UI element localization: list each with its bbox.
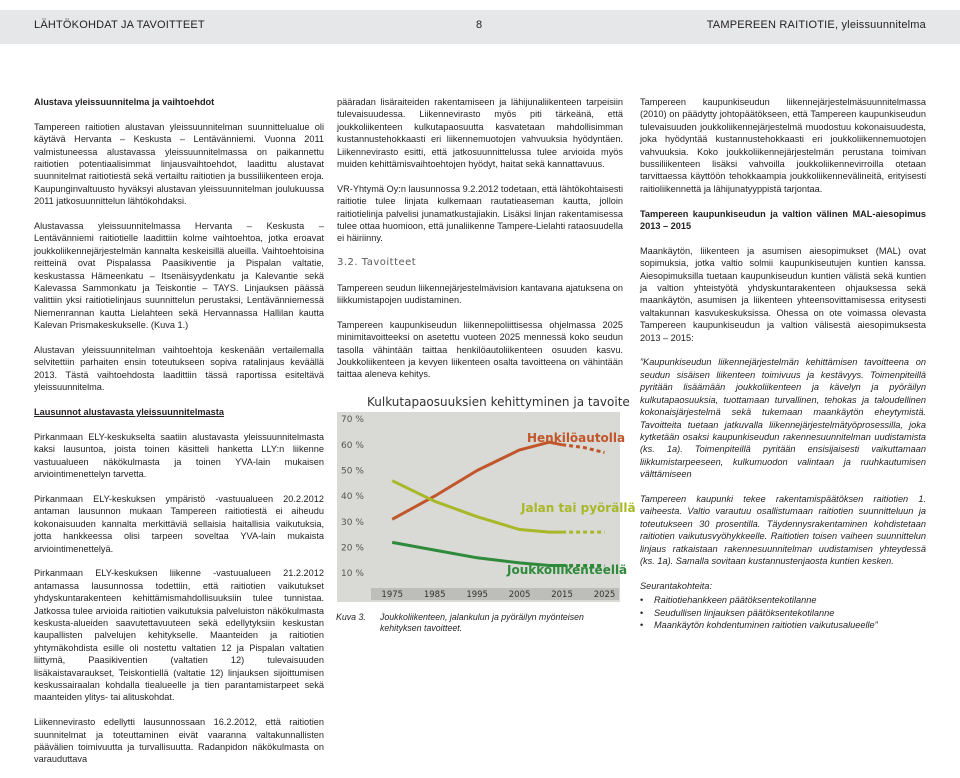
x-tick-label: 2025 — [593, 590, 616, 600]
y-tick-label: 20 % — [341, 543, 364, 554]
list-title: Seurantakohteita: — [640, 580, 713, 591]
section-heading: 3.2. Tavoitteet — [337, 257, 417, 269]
series-label-car: Henkilöautolla — [527, 431, 626, 445]
header-document-title: TAMPEREEN RAITIOTIE, yleissuunnitelma — [706, 19, 926, 31]
list-item: • Seudullisen linjauksen päätöksentekotilanne — [640, 607, 926, 619]
paragraph: Alustavan yleissuunnitelman vaihtoehtoja keskenään vertailemalla selvitettiin parhaiten ensin toteutukseen sopiva ratalinjaus keväällä 2013. Tästä vaihtoehdosta laadittiin tässä raportissa esiteltävä yleissuunnitelma. — [34, 345, 324, 393]
paragraph: Liikennevirasto edellytti lausunnossaan 16.2.2012, että raitiotien suunnitelmat ja toteuttaminen eivät vaaranna valtakunnallisten päävälien toimivuutta ja turvallisuutta. Radanpidon näkökulmasta on varauduttava — [34, 717, 324, 765]
y-tick-label: 10 % — [341, 569, 364, 580]
paragraph: pääradan lisäraiteiden rakentamiseen ja lähijunaliikenteen tarpeisiin tulevaisuudessa. Liikennevirasto myös piti tärkeänä, että joukkoliikenteen kulkutapaosuutta kasvatetaan mahdollisimman kustannustehokkaasti eri liikennemuotojen vahvuuksia hyödyntäen. Liikennevirasto esitti, että jatkosuunnittelussa tulee arvioida myös muiden kehittämisvaihtoehtojen hyödyt, haitat sekä kannattavuus. — [337, 97, 623, 170]
paragraph: Pirkanmaan ELY-keskuksen liikenne -vastuualueen 21.2.2012 antamassa lausunnossa todettiin, että raitiotien vaikutukset yhdyskuntarakenteen kehittämismahdollisuuksiin tulee tunnistaa. Jatkossa tulee arvioida raitiotien vaikutuksia palveluiston näkökulmasta keskusta-alueiden saavutettavuuteen sekä edellytyksiin keskustan kaupallisten palvelujen kehitykselle. Maanteiden ja raitiotien yhtymäkohdista esille oli nostettu valtatien 12 ja Pispalan valtatien liittymä, Paasikiventien (valtatien 12) tulevaisuuden lisäkaistavaraukset, Teiskontiellä (valtatie 12) linjauksen sijoittumisen keskussairaalan kohdalla tiealueelle ja tien parantamistarpeet sekä maanteiden ylitys- tai alituskohdat. — [34, 568, 324, 703]
paragraph: VR-Yhtymä Oy:n lausunnossa 9.2.2012 todetaan, että lähtökohtaisesti raitiotie tulee linjata kulkemaan rautatieaseman kautta, jolloin raitiotielinja palvelisi junamatkustajiakin. Lisäksi linjan rakentamisessa tulee ottaa huomioon, että junaliikenne Tampere-Lielahti rataosuudella ei häiriinny. — [337, 183, 624, 244]
paragraph: Tampereen raitiotien alustavan yleissuunnitelman suunnittelualue oli käytävä Hervanta – Keskusta – Lentävänniemi. Vuonna 2011 valmistuneessa alustavassa yleissuunnitelmassa on paikannettu raitiotien potentiaalisimmat linjausvaihtoehdot, laadittu alustavat suunnitelmat raitiotiestä sekä vertailtu raitiotien ja bussiliikenteen eroja. Kaupunginvaltuusto hyväksyi alustavan yleissuunnitelman joulukuussa 2011 jatkosuunnittelun lähtökohdaksi. — [34, 121, 324, 207]
paragraph: Tampereen seudun liikennejärjestelmävision kantavana ajatuksena on liikkumistapojen uudistaminen. — [337, 282, 623, 306]
x-axis-band — [371, 588, 619, 600]
section-heading: Tampereen kaupunkiseudun ja valtion välinen MAL-aiesopimus 2013 – 2015 — [640, 208, 926, 232]
y-tick-label: 40 % — [341, 492, 364, 503]
page-number: 8 — [476, 19, 483, 31]
monitoring-list — [640, 594, 926, 631]
list-item: • Maankäytön kohdentuminen raitiotien vaikutusalueelle” — [640, 619, 926, 631]
header-section-title: LÄHTÖKOHDAT JA TAVOITTEET — [34, 19, 205, 31]
paragraph: Tampereen kaupunkiseudun liikennepoliittisessa ohjelmassa 2025 minimitavoitteeksi on asetettu vuoteen 2025 mennessä koko seudun tasolla vähintään taittaa henkilöautoliikenteen osuuden kasvu. Joukkoliikenteen ja kevyen liikenteen osalta tavoitteena on vähintään taittaa aleneva kehitys. — [337, 319, 623, 380]
paragraph: Tampereen kaupunkiseudun liikennejärjestelmäsuunnitelmassa (2010) on päädytty johtopäätökseen, että Tampereen kaupunkiseudun tulevaisuuden joukkoliikennejärjestelmä muodostuu kokonaisuudesta, joka hyödyntää kustannustehokkaasti eri joukkoliikennemuotojen vahvuuksia. Koko joukkoliikennejärjestelmän perustana toimivan bussiliikenteen lisäksi vahvoilla joukkoliikennevirroilla otetaan tarvittaessa käyttöön tehokkaampia joukkoliikennevälineitä, erityisesti raitioliikennettä ja lähijunatyyppistä tarjontaa. — [640, 97, 926, 194]
page-header — [0, 10, 960, 44]
y-tick-label: 60 % — [341, 440, 364, 451]
caption-text: Joukkoliikenteen, jalankulun ja pyöräilyn myönteisen kehityksen tavoitteet. — [380, 612, 584, 633]
mode-share-chart — [337, 390, 636, 602]
column-right — [640, 96, 926, 631]
paragraph: Pirkanmaan ELY-keskuksen ympäristö -vastuualueen 20.2.2012 antaman lausunnon mukaan Tampereen raitiotiestä ei aiheudu kokonaisuuden kannalta merkittäviä sellaisia haitallisia vaikutuksia, jotta hankkeessa olisi tarpeen soveltaa YVA-lain mukaista arviointimenettelyä. — [34, 493, 324, 554]
series-label-transit: Joukkoliikenteellä — [507, 563, 628, 577]
subheading: Lausunnot alustavasta yleissuunnitelmasta — [34, 407, 224, 418]
column-middle — [337, 96, 623, 393]
section-heading: Alustava yleissuunnitelma ja vaihtoehdot — [34, 97, 215, 107]
x-tick-label: 1995 — [466, 590, 488, 600]
chart-title: Kulkutapaosuuksien kehittyminen ja tavoite — [367, 395, 630, 409]
x-tick-label: 2005 — [508, 590, 531, 600]
y-tick-label: 30 % — [341, 517, 364, 528]
y-tick-label: 50 % — [341, 466, 364, 477]
quote-paragraph: Tampereen kaupunki tekee rakentamispäätöksen raitiotien 1. vaiheesta. Valtio varautuu osallistumaan raitiotien suunnitteluun ja toteutukseen 30 prosentilla. Täydennysrakentaminen kohdistetaan raitiotien vaikutusvyöhykkeelle. Raitiotien toisen vaiheen suunnittelun linjaus ratkaistaan rakennesuunnitelman uudistamisen yhteydessä (ks. 1a). Samalla sovitaan kustannustenjaosta kuntien kesken. — [640, 493, 926, 566]
series-label-walk-bike: Jalan tai pyörällä — [521, 501, 636, 515]
list-item: • Raitiotiehankkeen päätöksentekotilanne — [640, 594, 926, 606]
caption-label: Kuva 3. — [336, 612, 366, 622]
y-tick-label: 70 % — [341, 415, 364, 426]
x-tick-label: 1985 — [423, 590, 446, 600]
column-left — [34, 96, 324, 778]
paragraph: Alustavassa yleissuunnitelmassa Hervanta – Keskusta – Lentävänniemi raitiotielle laadittiin kolme vaihtoehtoa, jotka eroavat joukkoliikennejärjestelmän kannalta keskeisillä alueilla. Vaihtoehtoisina reitteinä ovat Pispalassa Paasikiventie ja Pispalan valtatie, keskustassa Hämeenkatu – Itsenäisyydenkatu ja Kalevantie sekä Kalevassa Sammonkatu ja Teiskontie – TAYS. Linjauksen päässä valittiin yksi raitiotielinjaus suunnittelun perustaksi, Lentävänniemessä Niemenrannan kautta Lielahteen sekä Hervannassa Hallilan kautta Kalevan Prismakeskukselle. (Kuva 1.) — [34, 221, 324, 331]
x-tick-label: 2015 — [551, 590, 573, 600]
x-tick-label: 1975 — [381, 590, 404, 600]
quote-paragraph: ”Kaupunkiseudun liikennejärjestelmän kehittämisen tavoitteena on seudun sisäisen liikenteen toimivuus ja kestävyys. Toimenpiteillä pyritään lisäämään joukkoliikenteen ja kävelyn ja pyöräilyn kulkutapaosuuksia, tuottamaan turvallinen, tehokas ja taloudellinen kokonaisjärjestelmä sekä tukemaan maankäytön eheytymistä. Tavoitteita tuetaan jatkuvalla liikennejärjestelmätyöprosessilla, joka kytketään osaksi kaupunkiseudun rakennesuunnitelman uudistamista (ks. 1a). Toimenpiteillä pyritään ensisijaisesti vaikuttamaan liikkumistarpeeseen, kulkumuodon valintaan ja ruuhkautumisen välttämiseen — [640, 357, 926, 480]
paragraph: Pirkanmaan ELY-keskukselta saatiin alustavasta yleissuunnitelmasta kaksi lausuntoa, joista toinen käsitteli hanketta LLY:n liikenne vastuualueen näkökulmasta ja toinen YVA-lain mukaisen arviointimenettelyn tarvetta. — [34, 431, 324, 480]
paragraph: Maankäytön, liikenteen ja asumisen aiesopimukset (MAL) ovat sopimuksia, jotka valtio solmii kaupunkiseutujen kuntien kanssa. Aiesopimuksilla tuetaan kaupunkiseudun kuntien välistä sekä kuntien ja valtion yhteistyötä yhdyskuntarakenteen ohjauksessa sekä maankäytön, asumisen ja liikenteen yhteensovittamisessa eritysesti valtakunnan kasvukeskuksissa. Ohessa on ote voimassa olevasta Tampereen kaupunkiseudun ja valtion välisestä aiesopimuksesta 2013 – 2015: — [640, 245, 926, 343]
